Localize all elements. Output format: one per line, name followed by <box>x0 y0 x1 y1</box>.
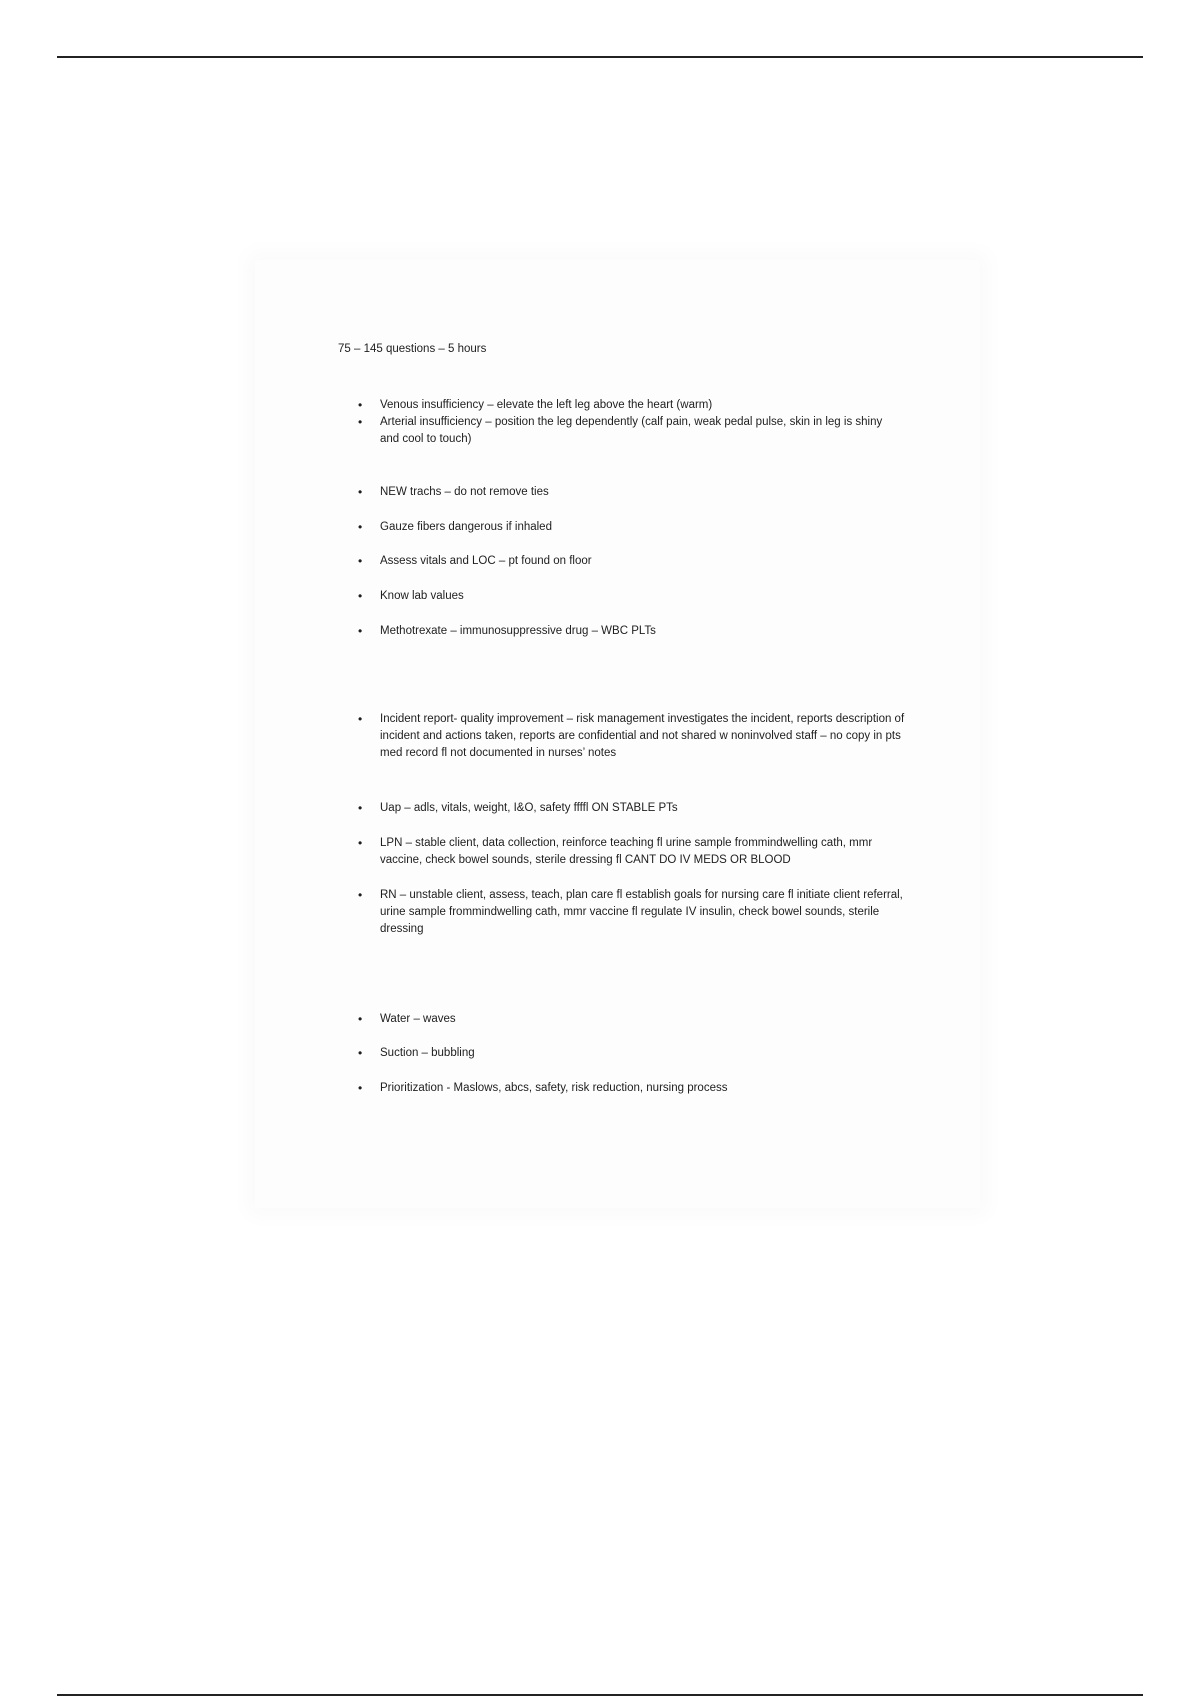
list-item <box>358 553 905 570</box>
list-item <box>358 1080 905 1097</box>
list-item <box>358 484 905 501</box>
list-item-text: NEW trachs – do not remove ties <box>380 486 549 498</box>
list-item-text: Water – waves <box>380 1013 456 1025</box>
bullet-icon: • <box>358 712 363 726</box>
list-item-text: Prioritization - Maslows, abcs, safety, risk reduction, nursing process <box>380 1082 728 1094</box>
list-item <box>358 623 905 640</box>
bottom-rule <box>57 1694 1143 1696</box>
list-item <box>358 588 905 605</box>
list-item <box>358 414 890 448</box>
list-item <box>358 835 905 869</box>
list-item-text: Gauze fibers dangerous if inhaled <box>380 521 552 533</box>
bullet-icon: • <box>358 415 363 429</box>
list-item-text: Suction – bubbling <box>380 1047 475 1059</box>
list-item-text: Incident report- quality improvement – risk management investigates the incident, reports description of incident and actions taken, reports are confidential and not shared w noninvolved staff – no copy in pts med record fl not documented in nurses’ notes <box>380 713 905 759</box>
bullet-icon: • <box>358 1046 363 1060</box>
list-item-text: Venous insufficiency – elevate the left leg above the heart (warm) <box>380 399 713 411</box>
bullet-icon: • <box>358 1081 363 1095</box>
bullet-icon: • <box>358 801 363 815</box>
bullet-icon: • <box>358 589 363 603</box>
bullet-icon: • <box>358 485 363 499</box>
list-item-text: Arterial insufficiency – position the leg dependently (calf pain, weak pedal pulse, skin in leg is shiny and cool to touch) <box>380 416 883 445</box>
bullet-icon: • <box>358 1012 363 1026</box>
list-item <box>358 711 905 762</box>
list-item <box>358 887 905 938</box>
list-item <box>358 397 905 414</box>
list-item-text: Assess vitals and LOC – pt found on floor <box>380 555 592 567</box>
list-item-text: Know lab values <box>380 590 464 602</box>
list-item-text: Uap – adls, vitals, weight, I&O, safety ffffl ON STABLE PTs <box>380 802 678 814</box>
bullet-icon: • <box>358 624 363 638</box>
list-item-text: LPN – stable client, data collection, reinforce teaching fl urine sample frommindwelling cath, mmr vaccine, check bowel sounds, sterile dressing fl CANT DO IV MEDS OR BLOOD <box>380 837 873 866</box>
bullet-icon: • <box>358 836 363 850</box>
bullet-icon: • <box>358 398 363 412</box>
page-heading: 75 – 145 questions – 5 hours <box>338 343 487 355</box>
list-item <box>358 519 905 536</box>
bullet-icon: • <box>358 520 363 534</box>
bullet-icon: • <box>358 888 363 902</box>
top-rule <box>57 56 1143 58</box>
bullet-icon: • <box>358 554 363 568</box>
list-item-text: Methotrexate – immunosuppressive drug – WBC PLTs <box>380 625 656 637</box>
list-item <box>358 1011 905 1028</box>
list-item-text: RN – unstable client, assess, teach, plan care fl establish goals for nursing care fl initiate client referral, urine sample frommindwelling cath, mmr vaccine fl regulate IV insulin, check bowel sounds, sterile dressing <box>380 889 903 935</box>
list-item <box>358 1045 905 1062</box>
list-item <box>358 800 905 817</box>
